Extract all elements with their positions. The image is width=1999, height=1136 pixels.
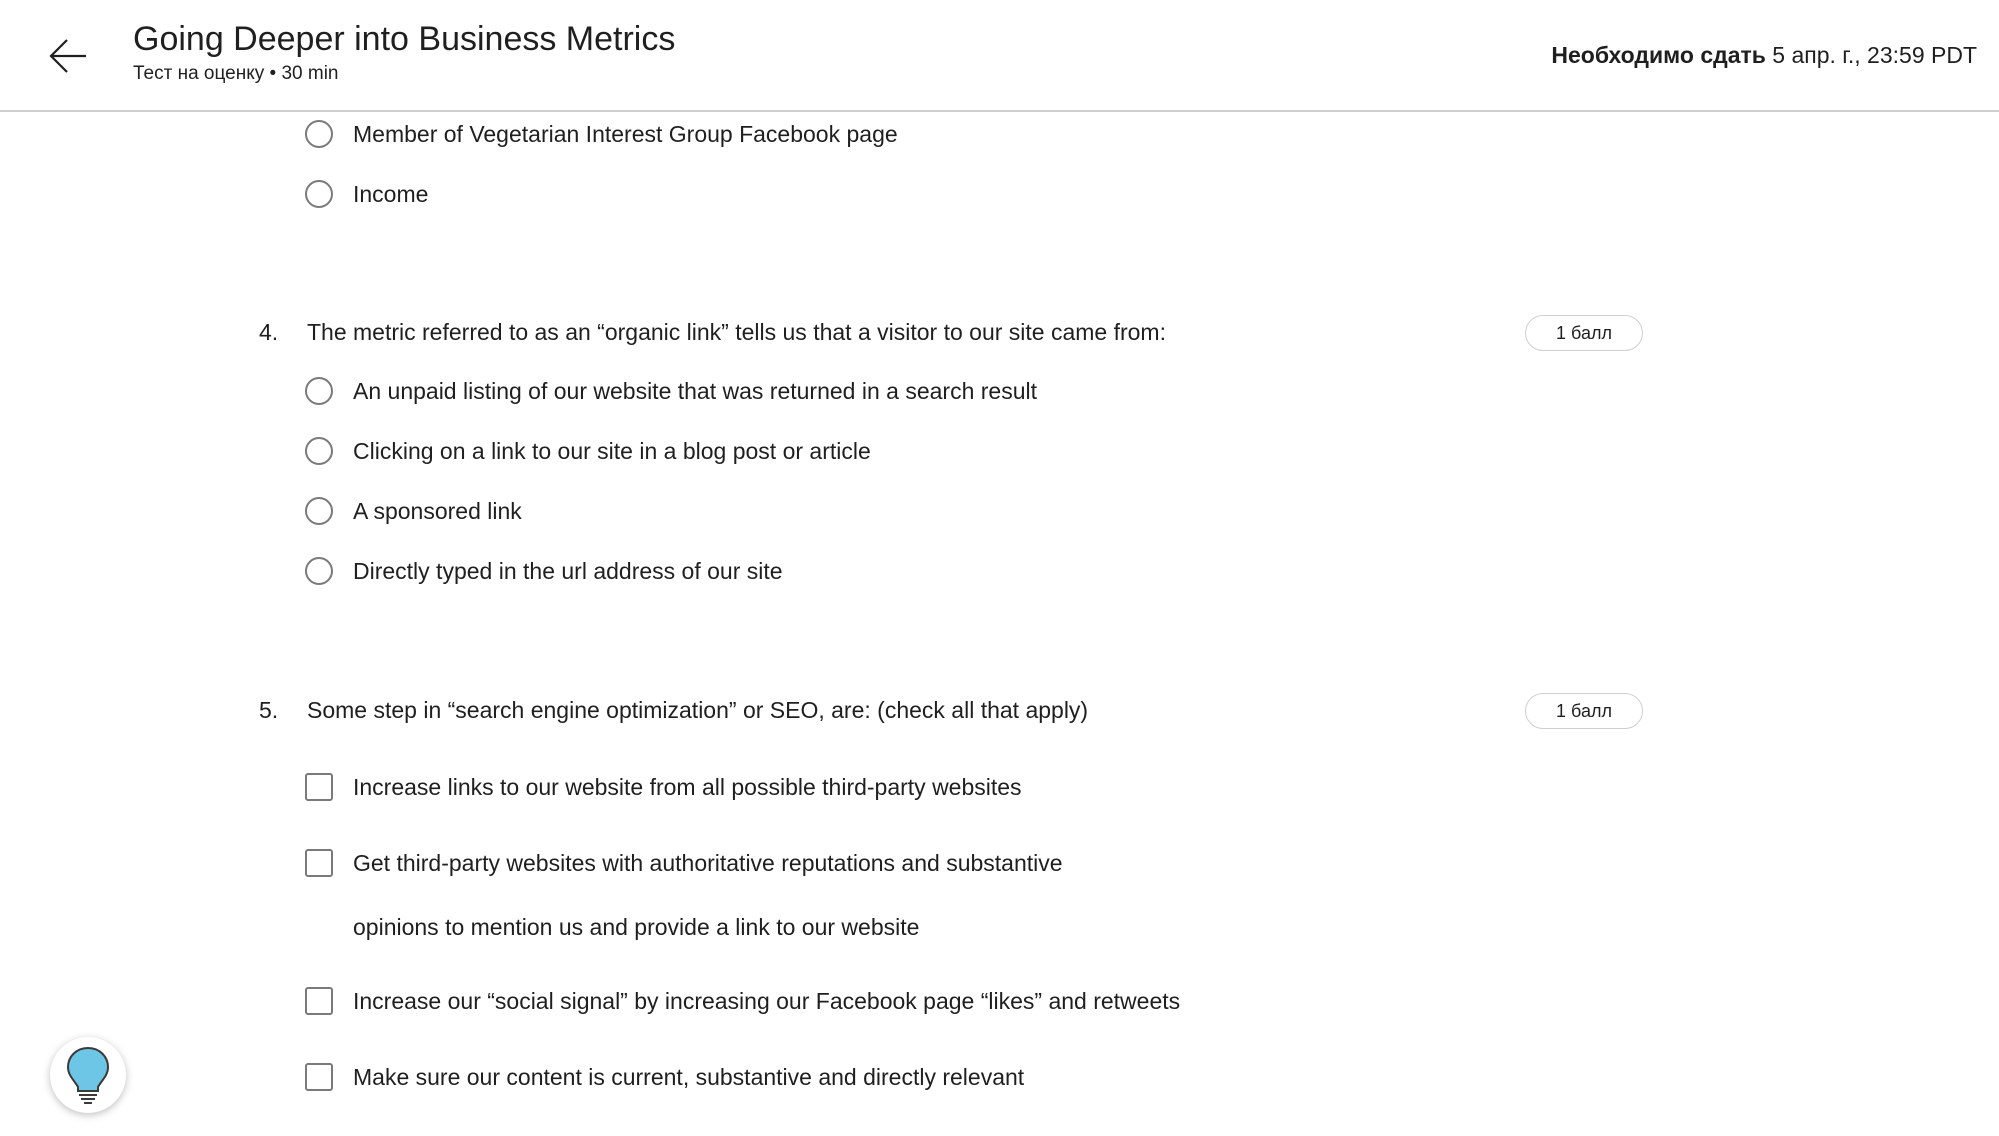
due-value: 5 апр. г., 23:59 PDT: [1772, 42, 1977, 68]
hint-button[interactable]: [50, 1037, 126, 1113]
points-badge: 1 балл: [1525, 315, 1643, 351]
option-label-continued: opinions to mention us and provide a link to our website: [353, 914, 920, 940]
option-label: Increase our “social signal” by increasing our Facebook page “likes” and retweets: [353, 987, 1181, 1014]
q4-option-4[interactable]: [305, 557, 783, 585]
radio-button[interactable]: [305, 497, 333, 525]
checkbox[interactable]: [305, 1063, 333, 1091]
q5-option-2[interactable]: [305, 849, 1063, 877]
option-label: Clicking on a link to our site in a blog post or article: [353, 437, 871, 464]
question-number: 4.: [259, 319, 279, 345]
q4-option-3[interactable]: [305, 497, 522, 525]
radio-button[interactable]: [305, 180, 333, 208]
due-date: [1551, 42, 1977, 69]
arrow-left-icon: [48, 36, 88, 76]
checkbox[interactable]: [305, 987, 333, 1015]
checkbox[interactable]: [305, 849, 333, 877]
radio-button[interactable]: [305, 437, 333, 465]
lightbulb-icon: [64, 1045, 112, 1105]
q4-option-2[interactable]: [305, 437, 871, 465]
question-text: Some step in “search engine optimization” or SEO, are: (check all that apply): [307, 697, 1089, 723]
q5-option-3[interactable]: [305, 987, 1180, 1015]
points-badge: 1 балл: [1525, 693, 1643, 729]
top-header: [0, 0, 1999, 112]
option-label: Make sure our content is current, substantive and directly relevant: [353, 1063, 1025, 1090]
option-label: Increase links to our website from all possible third-party websites: [353, 773, 1022, 800]
radio-button[interactable]: [305, 557, 333, 585]
q3-option-2[interactable]: [305, 180, 428, 208]
question-text: The metric referred to as an “organic link” tells us that a visitor to our site came from:: [307, 319, 1166, 345]
option-label: Get third-party websites with authoritative reputations and substantive: [353, 849, 1063, 876]
q5-option-1[interactable]: [305, 773, 1022, 801]
page-title: Going Deeper into Business Metrics: [133, 20, 676, 58]
page-subtitle: Тест на оценку • 30 min: [133, 63, 339, 84]
due-label: Необходимо сдать: [1551, 42, 1766, 68]
question-number: 5.: [259, 697, 279, 723]
option-label: Member of Vegetarian Interest Group Facebook page: [353, 120, 898, 147]
option-label: A sponsored link: [353, 497, 522, 524]
option-label: An unpaid listing of our website that was returned in a search result: [353, 377, 1037, 404]
radio-button[interactable]: [305, 377, 333, 405]
q3-option-1[interactable]: [305, 120, 898, 148]
radio-button[interactable]: [305, 120, 333, 148]
q5-option-4[interactable]: [305, 1063, 1024, 1091]
q4-option-1[interactable]: [305, 377, 1037, 405]
option-label: Directly typed in the url address of our site: [353, 557, 783, 584]
option-label: Income: [353, 180, 429, 207]
quiz-content: [0, 112, 1999, 1136]
checkbox[interactable]: [305, 773, 333, 801]
back-button[interactable]: [44, 32, 92, 80]
